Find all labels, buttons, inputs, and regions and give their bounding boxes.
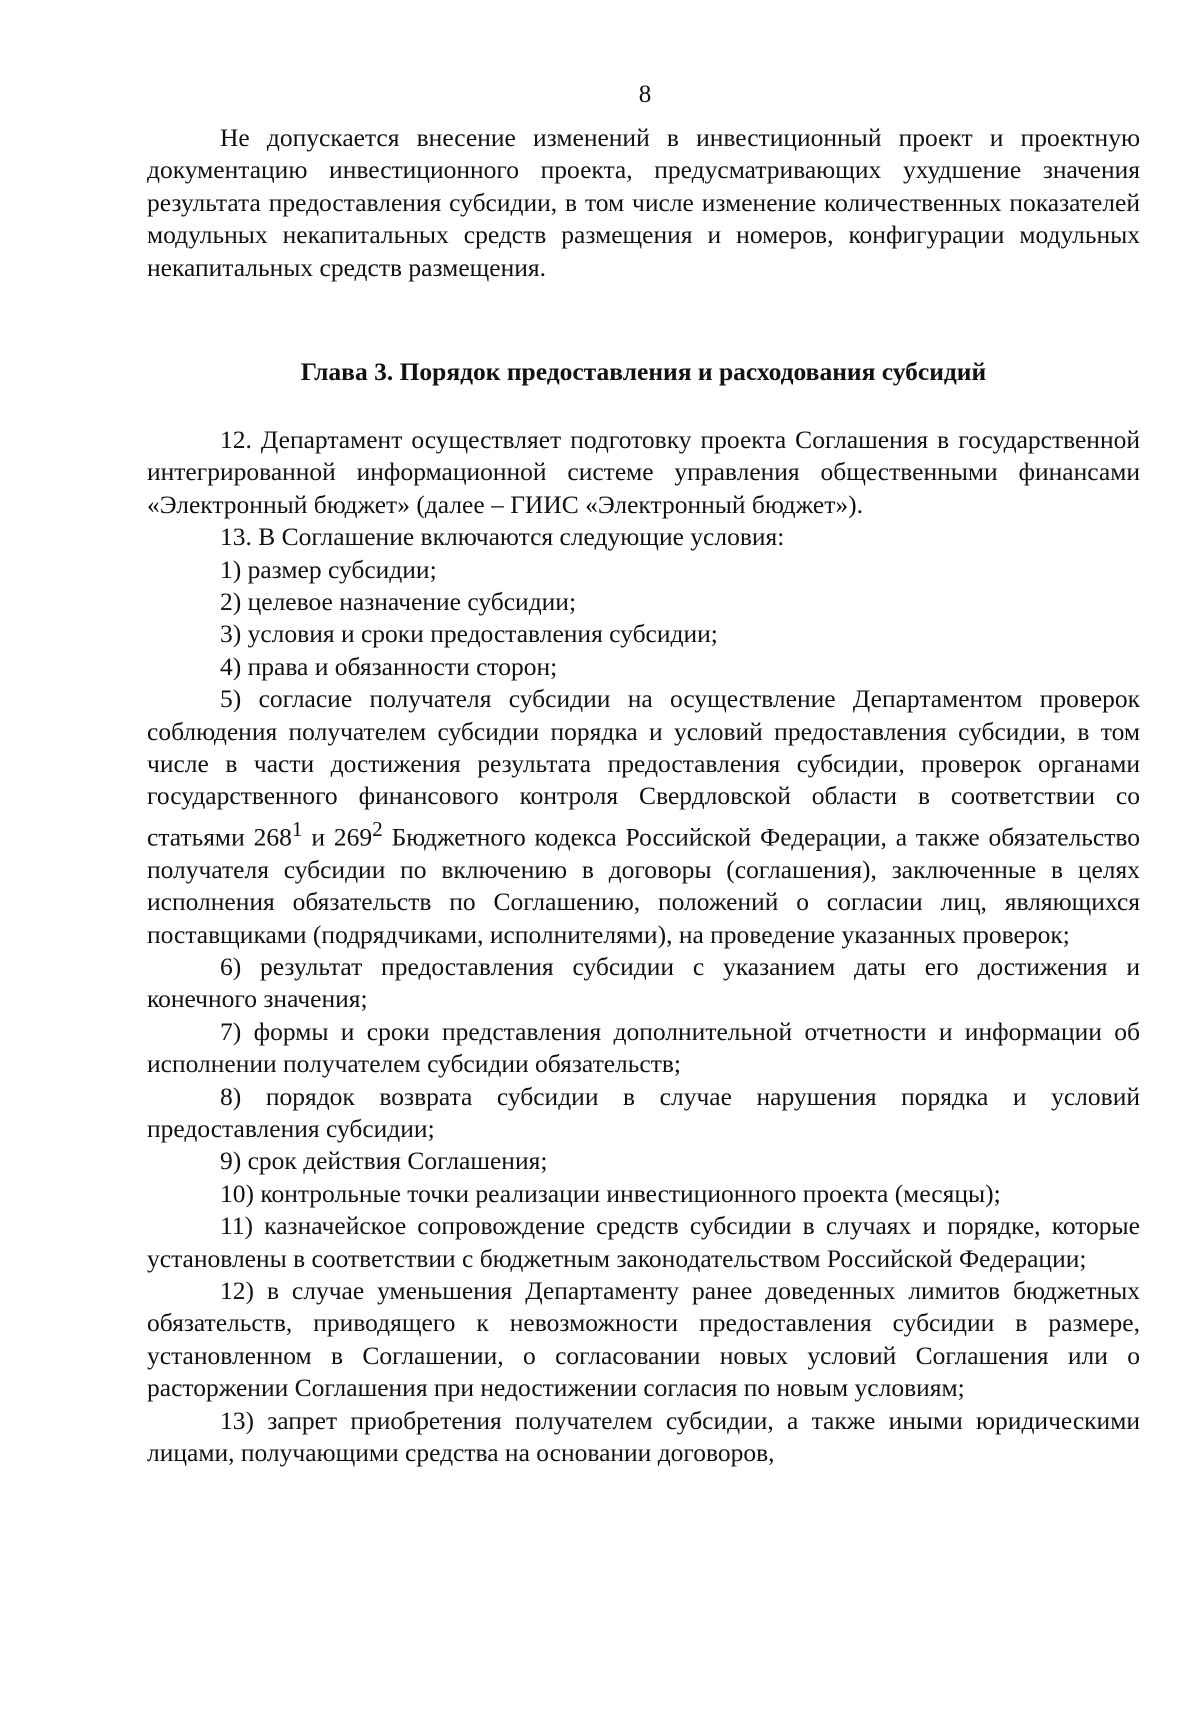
condition-item-5-text: Бюджетного кодекса Российской Федерации, а также обязательство получателя субсидии по включению в договоры (соглашения), заключенные в целях исполнения обязательств по Соглашению, положений о согласии лиц, являющихся поставщиками (подрядчиками, исполнителями), на проведение указанных проверок; bbox=[147, 822, 1141, 949]
condition-item: 7) формы и сроки представления дополнительной отчетности и информации об исполнении получателем субсидии обязательств; bbox=[147, 1016, 1140, 1079]
conjunction-text: и bbox=[302, 822, 334, 852]
condition-item: 13) запрет приобретения получателем субсидии, а также иными юридическими лицами, получающими средства на основании договоров, bbox=[147, 1405, 1140, 1468]
chapter-title: Глава 3. Порядок предоставления и расходования субсидий bbox=[300, 357, 987, 386]
condition-item-5-text: 5) согласие получателя субсидии на осуществление Департаментом проверок соблюдения получателем субсидии порядка и условий предоставления субсидии, в том числе в части достижения результата предоставления субсидии, проверок органами государственного финансового контроля Свердловской области в соответствии со статьями bbox=[147, 684, 1140, 852]
clauses-block bbox=[147, 424, 1140, 1470]
condition-item: 10) контрольные точки реализации инвестиционного проекта (месяцы); bbox=[220, 1178, 1001, 1208]
article-superscript: 2 bbox=[372, 816, 383, 841]
clause-13: 13. В Соглашение включаются следующие условия: bbox=[220, 522, 785, 552]
intro-paragraph: Не допускается внесение изменений в инвестиционный проект и проектную документацию инвестиционного проекта, предусматривающих ухудшение значения результата предоставления субсидии, в том числе изменение количественных показателей модульных некапитальных средств размещения и номеров, конфигурации модульных некапитальных средств размещения. bbox=[147, 123, 1140, 282]
condition-item: 6) результат предоставления субсидии с указанием даты его достижения и конечного значения; bbox=[147, 952, 1140, 1014]
condition-item: 9) срок действия Соглашения; bbox=[220, 1146, 548, 1176]
clause-12: 12. Департамент осуществляет подготовку проекта Соглашения в государственной интегрированной информационной системе управления общественными финансами «Электронный бюджет» (далее – ГИИС «Электронный бюджет»). bbox=[147, 425, 1140, 519]
condition-item: 1) размер субсидии; bbox=[220, 554, 437, 584]
condition-item-5 bbox=[147, 683, 1140, 951]
article-number: 268 bbox=[253, 822, 292, 852]
condition-item: 3) условия и сроки предоставления субсидии; bbox=[220, 619, 718, 649]
article-number: 269 bbox=[333, 822, 373, 852]
page-number: 8 bbox=[638, 81, 652, 108]
condition-item: 11) казначейское сопровождение средств субсидии в случаях и порядке, которые установлены в соответствии с бюджетным законодательством Российской Федерации; bbox=[147, 1211, 1140, 1273]
condition-item: 12) в случае уменьшения Департаменту ранее доведенных лимитов бюджетных обязательств, приводящего к невозможности предоставления субсидии в размере, установленном в Соглашении, о согласовании новых условий Соглашения или о расторжении Соглашения при недостижении согласия по новым условиям; bbox=[147, 1276, 1140, 1403]
condition-item: 4) права и обязанности сторон; bbox=[220, 651, 558, 681]
article-superscript: 1 bbox=[291, 816, 303, 841]
intro-block bbox=[147, 122, 1140, 284]
condition-item: 8) порядок возврата субсидии в случае нарушения порядка и условий предоставления субсидии; bbox=[147, 1081, 1140, 1144]
condition-item: 2) целевое назначение субсидии; bbox=[220, 587, 577, 617]
